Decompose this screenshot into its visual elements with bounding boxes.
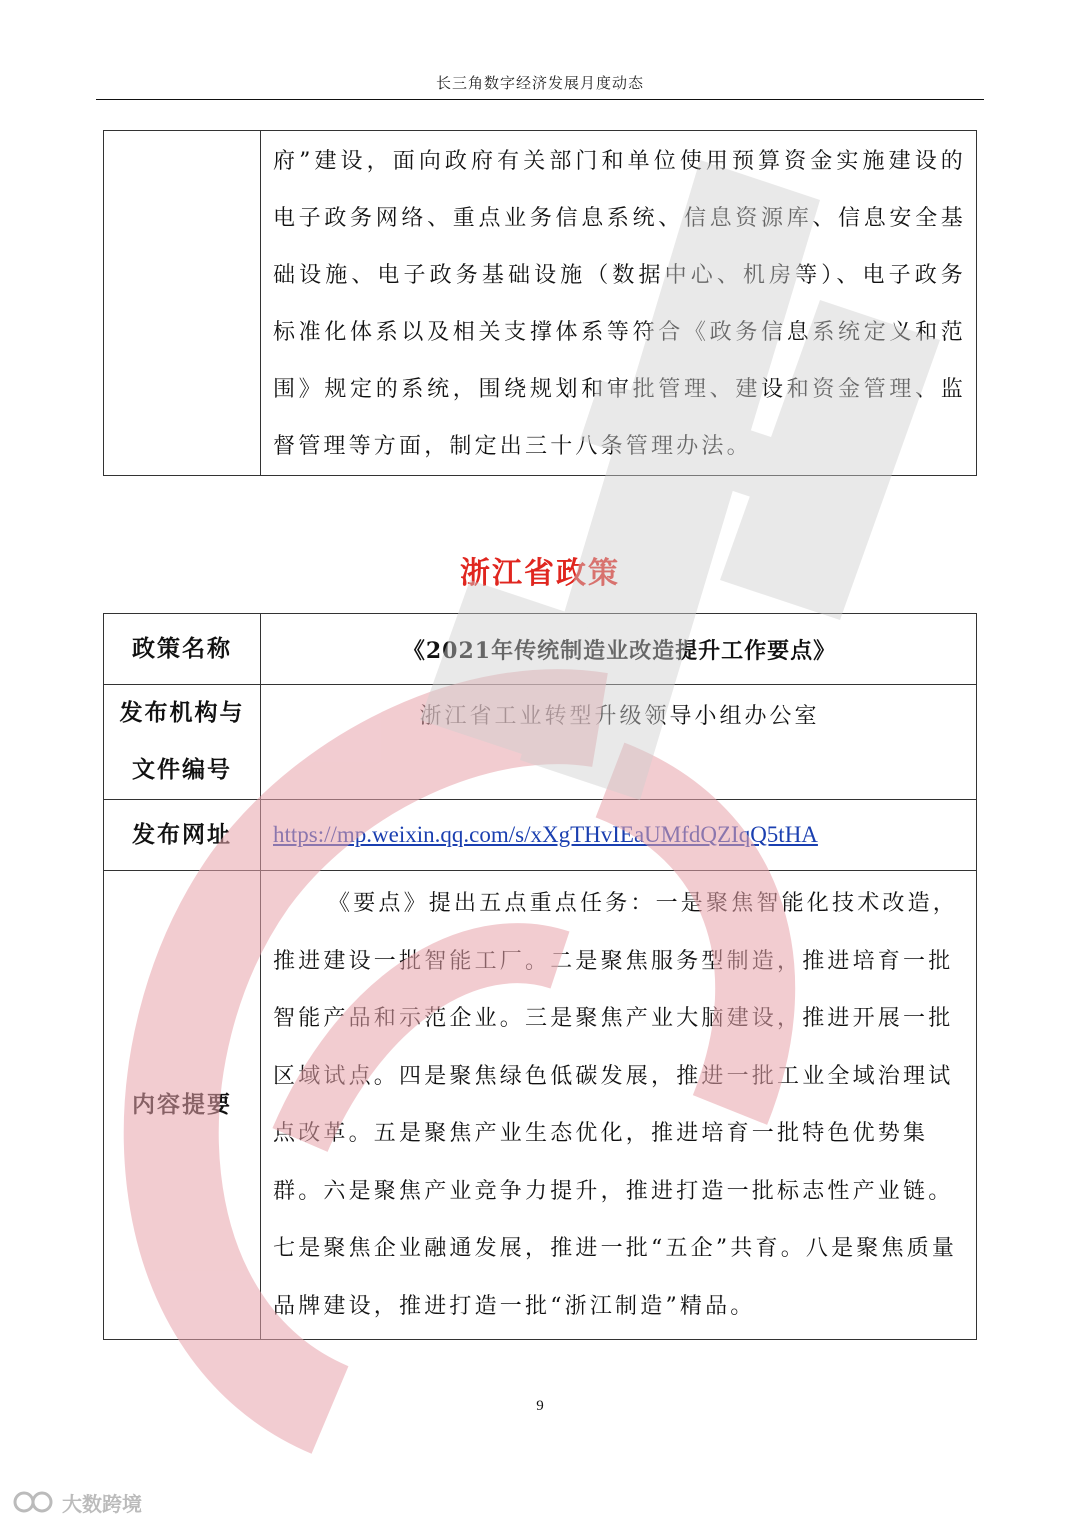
section-title: 浙江省政策 <box>460 556 620 591</box>
policy-name-label: 政策名称 <box>104 614 261 685</box>
policy-table <box>103 613 977 1340</box>
continuation-cell <box>261 131 977 476</box>
policy-name-row <box>104 614 977 685</box>
issuer: 浙江省工业转型升级领导小组办公室 <box>261 685 977 800</box>
url-row <box>104 800 977 871</box>
summary-cell <box>261 871 977 1340</box>
summary-row <box>104 871 977 1340</box>
page-number: 9 <box>536 1398 544 1414</box>
continuation-label-cell <box>104 131 261 476</box>
brand-logo-icon <box>12 1490 56 1514</box>
policy-name: 《2021年传统制造业改造提升工作要点》 <box>261 614 977 685</box>
issuer-label <box>104 685 261 800</box>
header-rule <box>96 99 984 100</box>
brand-name: 大数跨境 <box>62 1491 142 1516</box>
summary-label: 内容提要 <box>104 871 261 1340</box>
issuer-label-line1: 发布机构与 <box>119 700 245 726</box>
brand-watermark <box>12 1488 142 1516</box>
continuation-text: 府”建设，面向政府有关部门和单位使用预算资金实施建设的电子政务网络、重点业务信息系统、信息资源库、信息安全基础设施、电子政务基础设施（数据中心、机房等）、电子政务标准化体系以及相关支撑体系等符合《政务信息系统定义和范围》规定的系统，围绕规划和审批管理、建设和资金管理、监督管理等方面，制定出三十八条管理办法。 <box>273 149 966 459</box>
issuer-row <box>104 685 977 800</box>
url-label: 发布网址 <box>104 800 261 871</box>
url-cell <box>261 800 977 871</box>
policy-url-link[interactable]: https://mp.weixin.qq.com/s/xXgTHvIEaUMfdQZIqQ5tHA <box>273 822 818 847</box>
running-header: 长三角数字经济发展月度动态 <box>435 74 644 92</box>
continuation-table <box>103 130 977 476</box>
issuer-label-line2: 文件编号 <box>132 757 232 783</box>
summary-text: 《要点》提出五点重点任务：一是聚焦智能化技术改造，推进建设一批智能工厂。二是聚焦服务型制造，推进培育一批智能产品和示范企业。三是聚焦产业大脑建设，推进开展一批区域试点。四是聚焦绿色低碳发展，推进一批工业全域治理试点改革。五是聚焦产业生态优化，推进培育一批特色优势集群。六是聚焦产业竞争力提升，推进打造一批标志性产业链。七是聚焦企业融通发展，推进一批“五企”共育。八是聚焦质量品牌建设，推进打造一批“浙江制造”精品。 <box>273 891 959 1319</box>
